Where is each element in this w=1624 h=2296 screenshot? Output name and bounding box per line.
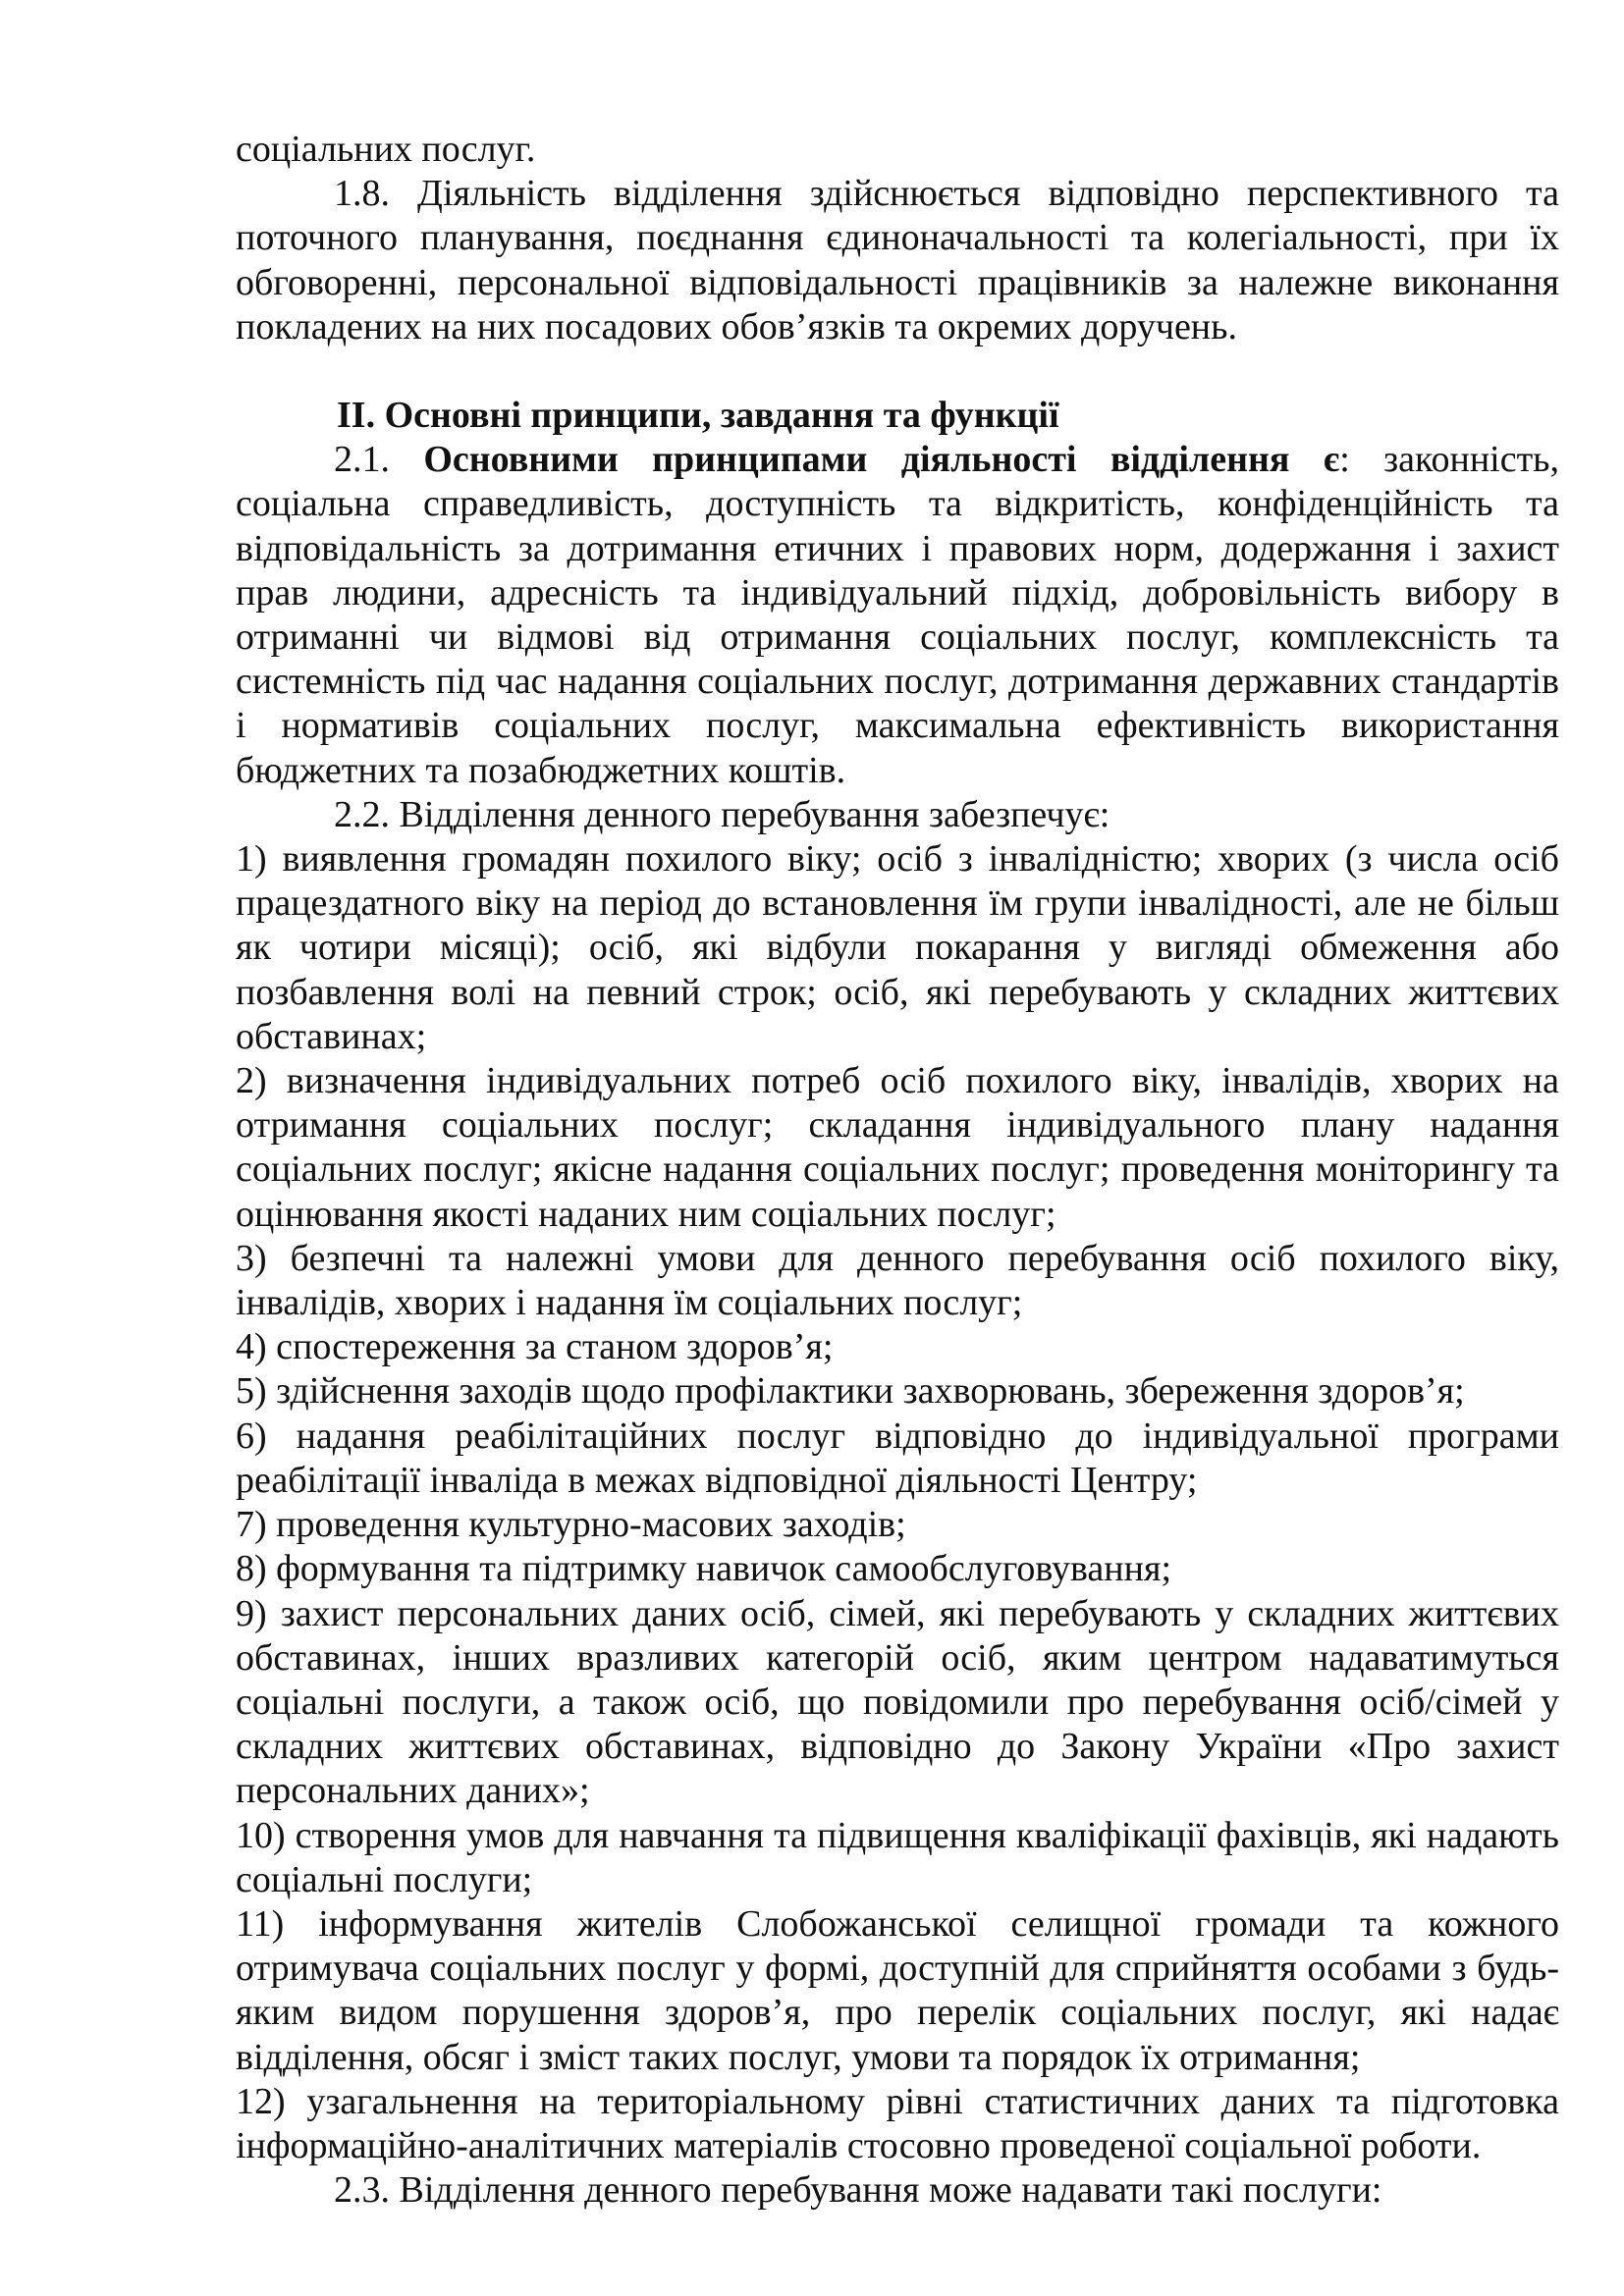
- list-item: 7) проведення культурно-масових заходів;: [236, 1504, 906, 1546]
- paragraph-continuation: соціальних послуг.: [236, 129, 536, 170]
- paragraph-2-1-text: : законність, соціальна справедливість, доступність та відкритість, конфіденційність та відповідальність за дотримання етичних і правових норм, додержання і захист прав людини, адресність та індивідуальний підхід, добровільність вибору в отриманні чи відмові від отримання соціальних послуг, комплексність та системність під час надання соціальних послуг, дотримання державних стандартів і нормативів соціальних послуг, максимальна ефективність використання бюджетних та позабюджетних коштів.: [236, 439, 1560, 791]
- list-item: 9) захист персональних даних осіб, сімей, які перебувають у складних життєвих обставинах, інших вразливих категорій осіб, яким центром надаватимуться соціальні послуги, а також осіб, що повідомили про перебування осіб/сімей у складних життєвих обставинах, відповідно до Закону України «Про захист персональних даних»;: [236, 1592, 1559, 1812]
- document-page: [236, 128, 1559, 2213]
- list-item: 12) узагальнення на територіальному рівні статистичних даних та підготовка інформаційно-аналітичних матеріалів стосовно проведеної соціальної роботи.: [236, 2080, 1559, 2166]
- paragraph-2-1-bold: Основними принципами діяльності відділення є: [423, 439, 1340, 481]
- list-item: 2) визначення індивідуальних потреб осіб похилого віку, інвалідів, хворих на отримання соціальних послуг; складання індивідуального плану надання соціальних послуг; якісне надання соціальних послуг; проведення моніторингу та оцінювання якості наданих ним соціальних послуг;: [236, 1060, 1559, 1235]
- list-item: 5) здійснення заходів щодо профілактики захворювань, збереження здоров’я;: [236, 1370, 1465, 1413]
- section-heading: ІІ. Основні принципи, завдання та функції: [337, 395, 1059, 437]
- paragraph-2-1: [236, 438, 1559, 793]
- list-item: 3) безпечні та належні умови для денного перебування осіб похилого віку, інвалідів, хворих і надання їм соціальних послуг;: [236, 1237, 1559, 1324]
- paragraph-2-1-number: 2.1.: [334, 439, 390, 481]
- list-item: 1) виявлення громадян похилого віку; осіб з інвалідністю; хворих (з числа осіб працездатного віку на період до встановлення їм групи інвалідності, але не більш як чотири місяці); осіб, які відбули покарання у вигляді обмеження або позбавлення волі на певний строк; осіб, які перебувають у складних життєвих обставинах;: [236, 838, 1559, 1057]
- list-item: 11) інформування жителів Слобожанської селищної громади та кожного отримувача соціальних послуг у формі, доступній для сприйняття особами з будь-яким видом порушення здоров’я, про перелік соціальних послуг, які надає відділення, обсяг і зміст таких послуг, умови та порядок їх отримання;: [236, 1902, 1559, 2078]
- paragraph-2-3: 2.3. Відділення денного перебування може надавати такі послуги:: [334, 2169, 1382, 2212]
- list-item: 4) спостереження за станом здоров’я;: [236, 1326, 834, 1368]
- paragraph-1-8: 1.8. Діяльність відділення здійснюється відповідно перспективного та поточного планування, поєднання єдиноначальності та колегіальності, при їх обговоренні, персональної відповідальності працівників за належне виконання покладених на них посадових обов’язків та окремих доручень.: [236, 173, 1559, 347]
- list-item: 6) надання реабілітаційних послуг відповідно до індивідуальної програми реабілітації інваліда в межах відповідної діяльності Центру;: [236, 1415, 1559, 1501]
- paragraph-2-2: 2.2. Відділення денного перебування забезпечує:: [334, 793, 1110, 835]
- list-item: 10) створення умов для навчання та підвищення кваліфікації фахівців, які надають соціальні послуги;: [236, 1814, 1559, 1900]
- list-item: 8) формування та підтримку навичок самообслуговування;: [236, 1548, 1172, 1590]
